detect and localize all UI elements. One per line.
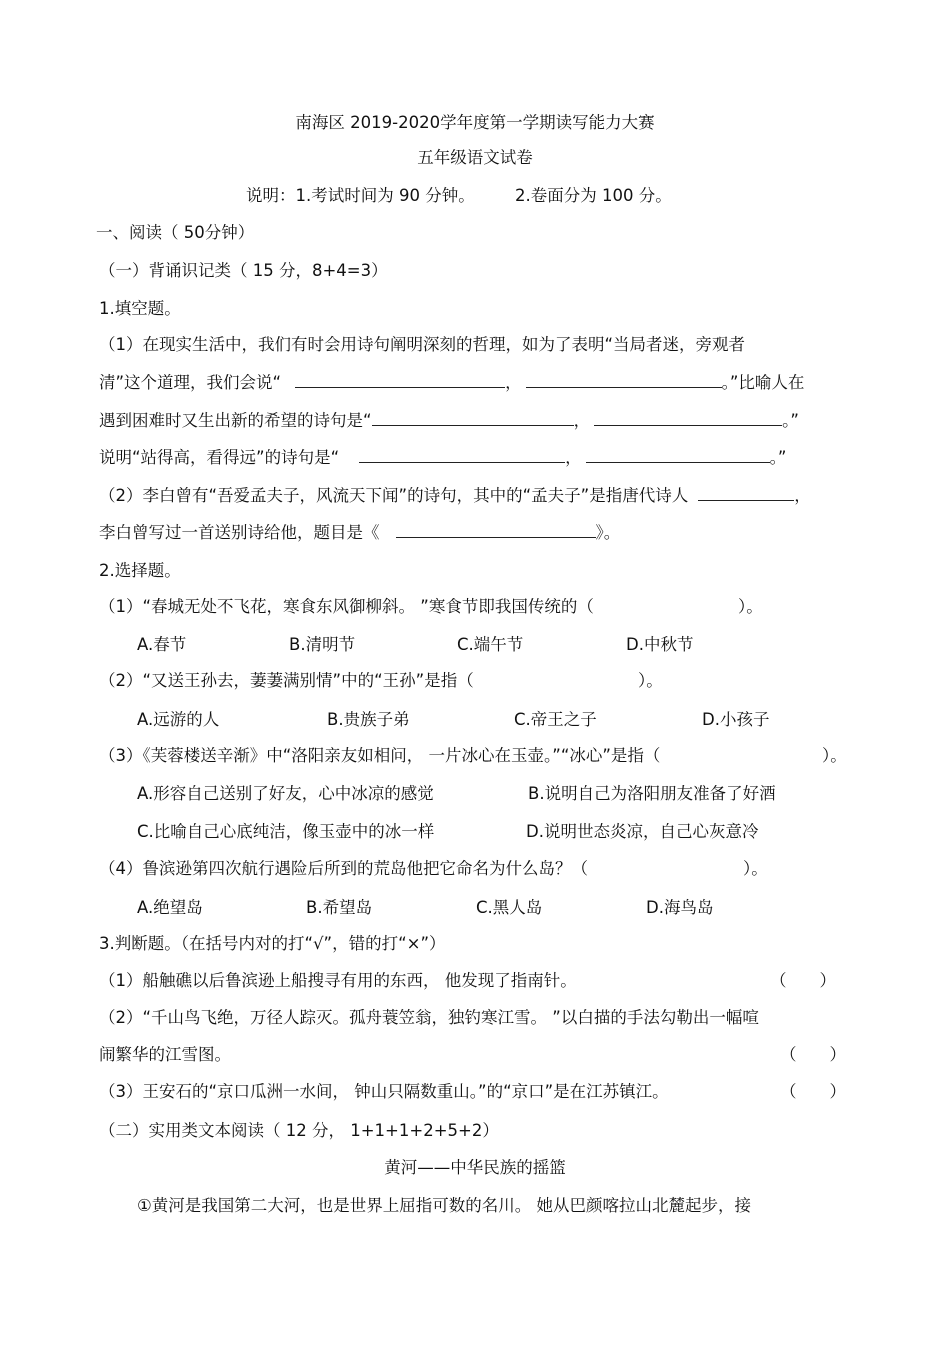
fill-text: 。”比喻人在 — [721, 373, 805, 392]
question-title: 1.填空题。 — [99, 299, 181, 318]
choice-option[interactable]: B.贵族子弟 — [327, 710, 410, 729]
choice-end: ）。 — [738, 597, 763, 616]
judge-item: （1）船触礁以后鲁滨逊上船搜寻有用的东西， 他发现了指南针。 — [99, 971, 577, 990]
choice-option[interactable]: C.比喻自己心底纯洁，像玉壶中的冰一样 — [137, 822, 435, 841]
exam-note-time: 说明：1.考试时间为 90 分钟。 — [246, 186, 475, 205]
question-title: 2.选择题。 — [99, 561, 181, 580]
choice-option[interactable]: D.小孩子 — [702, 710, 770, 729]
part-title: （二）实用类文本阅读（ 12 分， 1+1+1+2+5+2） — [99, 1121, 499, 1140]
answer-blank[interactable] — [526, 371, 722, 388]
fill-text: ， — [794, 486, 811, 505]
answer-blank[interactable] — [295, 371, 505, 388]
choice-option[interactable]: B.说明自己为洛阳朋友准备了好酒 — [528, 784, 776, 803]
choice-option[interactable]: A.绝望岛 — [137, 898, 203, 917]
choice-option[interactable]: A.远游的人 — [137, 710, 220, 729]
question-title: 3.判断题。（在括号内对的打“√”，错的打“×”） — [99, 934, 446, 953]
choice-stem: （4）鲁滨逊第四次航行遇险后所到的荒岛他把它命名为什么岛？（ — [99, 859, 588, 878]
judge-paren[interactable]: （ ） — [780, 1082, 846, 1101]
exam-subtitle: 五年级语文试卷 — [417, 148, 533, 167]
choice-stem: （3）《芙蓉楼送辛渐》中“洛阳亲友如相问， 一片冰心在玉壶。”“冰心”是指（ — [99, 746, 661, 765]
choice-option[interactable]: C.帝王之子 — [514, 710, 597, 729]
fill-text: 说明“站得高，看得远”的诗句是“ — [99, 448, 340, 467]
fill-q1-line4 — [99, 446, 786, 469]
fill-text: 。” — [782, 411, 799, 430]
choice-option[interactable]: A.形容自己送别了好友，心中冰凉的感觉 — [137, 784, 434, 803]
choice-end: ）。 — [743, 859, 768, 878]
answer-blank[interactable] — [372, 409, 574, 426]
choice-stem: （2）“又送王孙去，萋萋满别情”中的“王孙”是指（ — [99, 671, 474, 690]
choice-option[interactable]: B.清明节 — [289, 635, 356, 654]
choice-option[interactable]: D.中秋节 — [626, 635, 694, 654]
fill-text: 清”这个道理，我们会说“ — [99, 373, 282, 392]
choice-stem: （1）“春城无处不飞花，寒食东风御柳斜。 ”寒食节即我国传统的（ — [99, 597, 594, 616]
choice-option[interactable]: A.春节 — [137, 635, 187, 654]
answer-blank[interactable] — [586, 446, 770, 463]
choice-end: ）。 — [822, 746, 847, 765]
choice-option[interactable]: B.希望岛 — [306, 898, 373, 917]
choice-end: ）。 — [638, 671, 663, 690]
choice-option[interactable]: C.端午节 — [457, 635, 524, 654]
fill-text: （2）李白曾有“吾爱孟夫子，风流天下闻”的诗句，其中的“孟夫子”是指唐代诗人 — [99, 486, 689, 505]
judge-paren[interactable]: （ ） — [780, 1045, 846, 1064]
answer-blank[interactable] — [594, 409, 782, 426]
fill-text: ， — [573, 411, 591, 430]
fill-text: 。” — [769, 448, 787, 467]
judge-item: （2）“千山鸟飞绝，万径人踪灭。孤舟蓑笠翁，独钓寒江雪。 ”以白描的手法勾勒出一幅喧 — [99, 1008, 759, 1027]
judge-item-cont: 闹繁华的江雪图。 — [99, 1045, 231, 1064]
fill-text: ， — [565, 448, 582, 467]
article-paragraph: ①黄河是我国第二大河，也是世界上屈指可数的名川。 她从巴颜喀拉山北麓起步，接 — [137, 1196, 752, 1215]
judge-paren[interactable]: （ ） — [770, 971, 836, 990]
fill-text: 李白曾写过一首送别诗给他，题目是《 — [99, 523, 380, 542]
fill-text: ， — [505, 373, 522, 392]
fill-q2-line1 — [99, 484, 811, 507]
answer-blank[interactable] — [698, 484, 794, 501]
answer-blank[interactable] — [359, 446, 565, 463]
fill-text: 遇到困难时又生出新的希望的诗句是“ — [99, 411, 372, 430]
choice-option[interactable]: D.说明世态炎凉，自己心灰意冷 — [526, 822, 759, 841]
fill-text: 》。 — [595, 523, 621, 542]
exam-note-score: 2.卷面分为 100 分。 — [515, 186, 672, 205]
part-title: （一）背诵识记类（ 15 分，8+4=3） — [99, 261, 388, 280]
fill-q1-text: （1）在现实生活中，我们有时会用诗句阐明深刻的哲理，如为了表明“当局者迷，旁观者 — [99, 335, 746, 354]
choice-option[interactable]: D.海鸟岛 — [646, 898, 714, 917]
article-title: 黄河——中华民族的摇篮 — [384, 1158, 566, 1177]
answer-blank[interactable] — [396, 521, 596, 538]
judge-item: （3）王安石的“京口瓜洲一水间， 钟山只隔数重山。”的“京口”是在江苏镇江。 — [99, 1082, 669, 1101]
exam-title: 南海区 2019-2020学年度第一学期读写能力大赛 — [295, 113, 655, 132]
fill-q1-line2 — [99, 371, 804, 394]
fill-q2-line2 — [99, 521, 620, 544]
fill-q1-line3 — [99, 409, 799, 432]
section-title: 一、阅读（ 50分钟） — [96, 223, 255, 242]
choice-option[interactable]: C.黑人岛 — [476, 898, 543, 917]
